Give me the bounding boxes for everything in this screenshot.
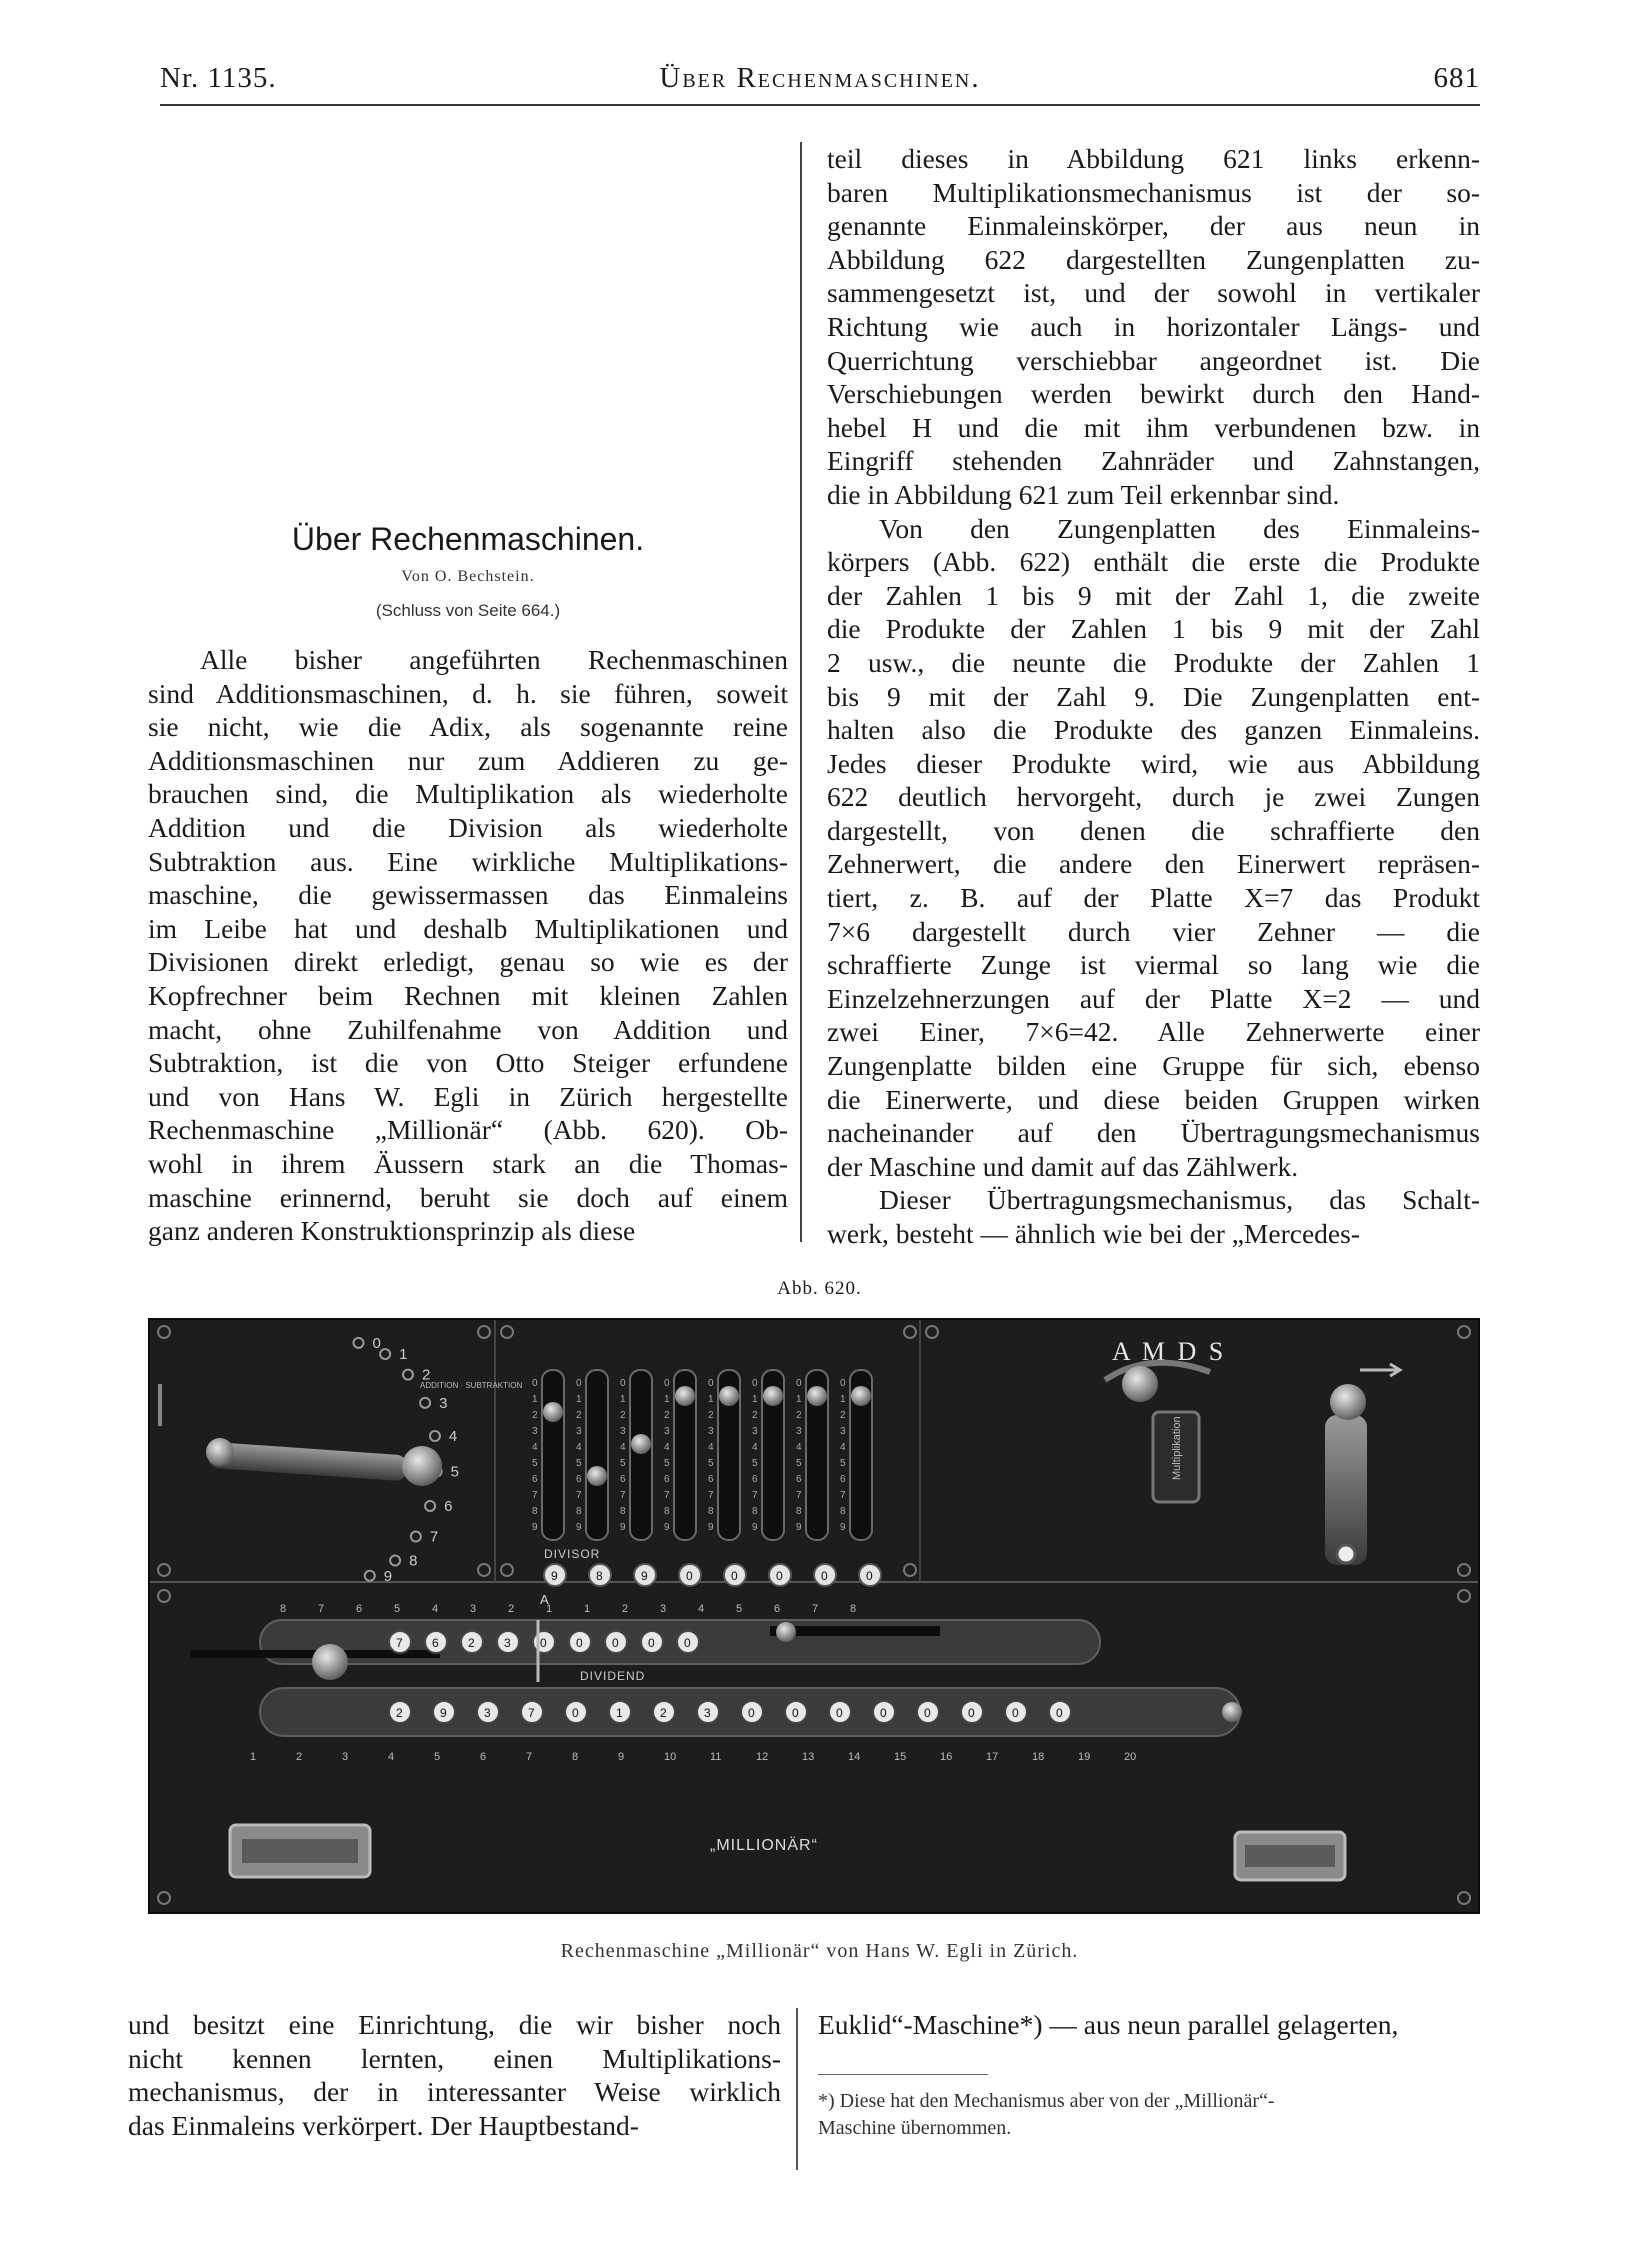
text-line: die Produkte der Zahlen 1 bis 9 mit der Zahl: [827, 613, 1480, 645]
svg-text:19: 19: [1078, 1751, 1091, 1763]
svg-text:7: 7: [796, 1490, 802, 1501]
svg-text:5: 5: [576, 1458, 582, 1469]
divisor-slider-knob: [675, 1386, 695, 1406]
svg-text:7: 7: [664, 1490, 670, 1501]
svg-text:A: A: [540, 1592, 549, 1607]
svg-text:7: 7: [532, 1490, 538, 1501]
multiplication-label: Multiplikation: [1171, 1416, 1183, 1480]
svg-text:5: 5: [840, 1458, 846, 1469]
svg-text:5: 5: [620, 1458, 626, 1469]
svg-text:2: 2: [660, 1706, 667, 1720]
text-line: halten also die Produkte des ganzen Einmaleins.: [827, 714, 1480, 746]
text-line: Verschiebungen werden bewirkt durch den Hand-: [827, 378, 1480, 410]
svg-text:1: 1: [546, 1603, 553, 1615]
svg-text:12: 12: [756, 1751, 769, 1763]
dial-digit: 3: [439, 1394, 448, 1412]
svg-text:6: 6: [774, 1603, 781, 1615]
text-line: Divisionen direkt erledigt, genau so wie es der: [148, 946, 788, 978]
divisor-slider-knob: [719, 1386, 739, 1406]
svg-text:7: 7: [526, 1751, 533, 1763]
column-divider-bottom: [796, 2008, 798, 2170]
svg-text:0: 0: [836, 1706, 843, 1720]
svg-text:6: 6: [480, 1751, 487, 1763]
svg-text:3: 3: [664, 1426, 670, 1437]
svg-text:3: 3: [342, 1751, 349, 1763]
svg-text:9: 9: [551, 1569, 558, 1583]
dial-digit: 6: [444, 1497, 453, 1515]
dial-digit: 5: [450, 1463, 459, 1481]
svg-text:1: 1: [664, 1394, 670, 1405]
svg-text:6: 6: [752, 1474, 758, 1485]
svg-text:6: 6: [796, 1474, 802, 1485]
svg-text:8: 8: [708, 1506, 714, 1517]
svg-text:9: 9: [664, 1522, 670, 1533]
column-divider: [800, 142, 802, 1242]
divisor-slider-knob: [631, 1434, 651, 1454]
svg-text:5: 5: [532, 1458, 538, 1469]
svg-text:11: 11: [710, 1751, 722, 1763]
text-line: der Maschine und damit auf das Zählwerk.: [827, 1150, 1299, 1182]
text-line: das Einmaleins verkörpert. Der Hauptbestand-: [128, 2109, 639, 2141]
svg-text:9: 9: [532, 1522, 538, 1533]
text-line: und von Hans W. Egli in Zürich hergestellte: [148, 1080, 788, 1112]
svg-text:14: 14: [848, 1751, 861, 1763]
svg-text:6: 6: [664, 1474, 670, 1485]
svg-text:0: 0: [576, 1378, 582, 1389]
text-line: Einzelzehnerzungen auf der Platte X=2 — und: [827, 982, 1480, 1014]
footnote: [818, 2088, 1468, 2142]
svg-text:1: 1: [532, 1394, 538, 1405]
svg-text:0: 0: [532, 1378, 538, 1389]
divisor-label: DIVISOR: [544, 1547, 601, 1561]
text-line: im Leibe hat und deshalb Multiplikationen und: [148, 912, 788, 944]
svg-text:3: 3: [660, 1603, 667, 1615]
svg-text:5: 5: [664, 1458, 670, 1469]
text-line: wohl in ihrem Äussern stark an die Thomas-: [148, 1147, 788, 1179]
svg-text:13: 13: [802, 1751, 815, 1763]
svg-text:9: 9: [752, 1522, 758, 1533]
svg-text:2: 2: [708, 1410, 714, 1421]
svg-text:6: 6: [840, 1474, 846, 1485]
text-line: baren Multiplikationsmechanismus ist der so-: [827, 176, 1480, 208]
text-line: nicht kennen lernten, einen Multiplikations-: [128, 2042, 781, 2074]
text-line: werk, besteht — ähnlich wie bei der „Mercedes-: [827, 1218, 1360, 1249]
text-line: Additionsmaschinen nur zum Addieren zu ge-: [148, 744, 788, 776]
text-line: mechanismus, der in interessanter Weise wirklich: [128, 2076, 781, 2108]
divisor-slider-knob: [587, 1466, 607, 1486]
dividend-label: DIVIDEND: [580, 1669, 646, 1683]
text-line: die in Abbildung 621 zum Teil erkennbar sind.: [827, 478, 1340, 510]
svg-text:0: 0: [648, 1636, 655, 1650]
crank-handle: [1325, 1415, 1367, 1565]
text-line: 7×6 dargestellt durch vier Zehner — die: [827, 915, 1480, 947]
text-line: der Zahlen 1 bis 9 mit der Zahl 1, die zweite: [827, 579, 1480, 611]
svg-text:8: 8: [664, 1506, 670, 1517]
svg-text:8: 8: [572, 1751, 579, 1763]
svg-text:3: 3: [704, 1706, 711, 1720]
svg-text:2: 2: [468, 1636, 475, 1650]
svg-text:8: 8: [532, 1506, 538, 1517]
svg-text:0: 0: [708, 1378, 714, 1389]
svg-text:6: 6: [356, 1603, 363, 1615]
machine-name-plate: „MILLIONÄR“: [710, 1837, 818, 1854]
text-line: macht, ohne Zuhilfenahme von Addition und: [148, 1013, 788, 1045]
text-line: Alle bisher angeführten Rechenmaschinen: [200, 644, 788, 675]
text-line: die Einerwerte, und diese beiden Gruppen wirken: [827, 1083, 1480, 1115]
svg-text:2: 2: [840, 1410, 846, 1421]
svg-text:9: 9: [641, 1569, 648, 1583]
text-line: brauchen sind, die Multiplikation als wiederholte: [148, 778, 788, 810]
divisor-slider-knob: [763, 1386, 783, 1406]
divisor-slider-knob: [807, 1386, 827, 1406]
text-line: körpers (Abb. 622) enthält die erste die Produkte: [827, 546, 1480, 578]
svg-text:1: 1: [584, 1603, 591, 1615]
text-line: Subtraktion, ist die von Otto Steiger erfundene: [148, 1047, 788, 1079]
svg-text:2: 2: [296, 1751, 303, 1763]
svg-text:8: 8: [576, 1506, 582, 1517]
svg-text:7: 7: [752, 1490, 758, 1501]
text-line: tiert, z. B. auf der Platte X=7 das Produkt: [827, 882, 1480, 914]
svg-text:0: 0: [1012, 1706, 1019, 1720]
svg-text:9: 9: [708, 1522, 714, 1533]
text-line: hebel H und die mit ihm verbundenen bzw. in: [827, 411, 1480, 443]
svg-text:2: 2: [532, 1410, 538, 1421]
left-column-top: [148, 643, 788, 1248]
svg-text:9: 9: [840, 1522, 846, 1533]
text-line: Von den Zungenplatten des Einmaleins-: [879, 512, 1480, 544]
addition-subtraction-label: ADDITION · SUBTRAKTION: [420, 1381, 523, 1390]
svg-text:3: 3: [796, 1426, 802, 1437]
svg-text:4: 4: [698, 1603, 705, 1615]
text-line: zwei Einer, 7×6=42. Alle Zehnerwerte einer: [827, 1016, 1480, 1048]
svg-text:6: 6: [432, 1636, 439, 1650]
footnote-line: *) Diese hat den Mechanismus aber von der „Millionär“-: [818, 2090, 1275, 2112]
text-line: sie nicht, wie die Adix, als sogenannte reine: [148, 711, 788, 743]
svg-text:0: 0: [576, 1636, 583, 1650]
running-head: [160, 62, 1480, 102]
svg-text:8: 8: [620, 1506, 626, 1517]
svg-text:5: 5: [708, 1458, 714, 1469]
svg-text:9: 9: [618, 1751, 625, 1763]
text-line: 622 deutlich hervorgeht, durch je zwei Zungen: [827, 781, 1480, 813]
text-line: Euklid“-Maschine*) — aus neun parallel gelagerten,: [818, 2009, 1399, 2040]
svg-text:0: 0: [686, 1569, 693, 1583]
article-author: Von O. Bechstein.: [401, 568, 535, 585]
svg-text:8: 8: [840, 1506, 846, 1517]
mode-selector-knob: [1122, 1366, 1158, 1402]
carriage-knob: [312, 1644, 348, 1680]
svg-text:0: 0: [664, 1378, 670, 1389]
svg-text:1: 1: [708, 1394, 714, 1405]
svg-text:2: 2: [576, 1410, 582, 1421]
text-line: Richtung wie auch in horizontaler Längs- und: [827, 310, 1480, 342]
svg-text:0: 0: [540, 1636, 547, 1650]
svg-text:0: 0: [612, 1636, 619, 1650]
svg-text:4: 4: [532, 1442, 538, 1453]
right-column-top: [827, 142, 1480, 1251]
dial-digit: 8: [409, 1552, 418, 1570]
svg-text:4: 4: [708, 1442, 714, 1453]
dial-digit: 0: [372, 1334, 381, 1352]
svg-text:6: 6: [532, 1474, 538, 1485]
svg-text:6: 6: [576, 1474, 582, 1485]
svg-text:0: 0: [792, 1706, 799, 1720]
svg-text:2: 2: [622, 1603, 629, 1615]
text-line: Jedes dieser Produkte wird, wie aus Abbildung: [827, 747, 1480, 779]
divisor-slider-knob: [543, 1402, 563, 1422]
svg-text:0: 0: [748, 1706, 755, 1720]
divisor-slot: [630, 1370, 652, 1540]
text-line: sind Additionsmaschinen, d. h. sie führen, soweit: [148, 677, 788, 709]
svg-text:4: 4: [620, 1442, 626, 1453]
svg-text:4: 4: [796, 1442, 802, 1453]
svg-text:7: 7: [396, 1636, 403, 1650]
svg-text:1: 1: [250, 1751, 257, 1763]
left-slot: [158, 1384, 162, 1426]
svg-text:3: 3: [484, 1706, 491, 1720]
text-line: Zungenplatte bilden eine Gruppe für sich, ebenso: [827, 1050, 1480, 1082]
footnote-rule: [818, 2074, 988, 2075]
svg-text:1: 1: [620, 1394, 626, 1405]
text-line: und besitzt eine Einrichtung, die wir bisher noch: [128, 2009, 781, 2040]
svg-text:7: 7: [318, 1603, 325, 1615]
svg-text:0: 0: [620, 1378, 626, 1389]
svg-text:5: 5: [394, 1603, 401, 1615]
page-number: 681: [1433, 62, 1480, 94]
svg-text:0: 0: [731, 1569, 738, 1583]
article-title: Über Rechenmaschinen.: [291, 521, 645, 557]
footnote-line: Maschine übernommen.: [818, 2117, 1012, 2139]
figure-caption: Rechenmaschine „Millionär“ von Hans W. Egli in Zürich.: [560, 1940, 1079, 1962]
text-line: genannte Einmaleinskörper, der aus neun in: [827, 210, 1480, 242]
svg-text:4: 4: [752, 1442, 758, 1453]
svg-text:1: 1: [616, 1706, 623, 1720]
svg-text:5: 5: [736, 1603, 743, 1615]
svg-text:10: 10: [664, 1751, 677, 1763]
svg-text:2: 2: [620, 1410, 626, 1421]
text-line: bis 9 mit der Zahl 9. Die Zungenplatten ent-: [827, 680, 1480, 712]
lever-handle-knob: [402, 1446, 442, 1486]
svg-text:2: 2: [664, 1410, 670, 1421]
text-line: Rechenmaschine „Millionär“ (Abb. 620). Ob-: [148, 1114, 788, 1146]
svg-text:4: 4: [388, 1751, 395, 1763]
svg-text:3: 3: [576, 1426, 582, 1437]
text-line: schraffierte Zunge ist viermal so lang wie die: [827, 949, 1480, 981]
svg-text:0: 0: [821, 1569, 828, 1583]
divisor-slider-knob: [851, 1386, 871, 1406]
text-line: Zehnerwert, die andere den Einerwert repräsen-: [827, 848, 1480, 880]
divisor-slot: [586, 1370, 608, 1540]
svg-text:4: 4: [840, 1442, 846, 1453]
svg-text:0: 0: [924, 1706, 931, 1720]
svg-text:7: 7: [576, 1490, 582, 1501]
svg-text:18: 18: [1032, 1751, 1045, 1763]
text-line: Dieser Übertragungsmechanismus, das Schalt-: [879, 1184, 1480, 1216]
divisor-slot: [542, 1370, 564, 1540]
svg-text:20: 20: [1124, 1751, 1137, 1763]
svg-text:4: 4: [432, 1603, 439, 1615]
svg-text:7: 7: [708, 1490, 714, 1501]
text-line: teil dieses in Abbildung 621 links erkenn-: [827, 143, 1480, 174]
svg-text:6: 6: [708, 1474, 714, 1485]
svg-text:0: 0: [752, 1378, 758, 1389]
svg-text:17: 17: [986, 1751, 999, 1763]
svg-text:8: 8: [796, 1506, 802, 1517]
svg-text:7: 7: [812, 1603, 819, 1615]
svg-text:6: 6: [620, 1474, 626, 1485]
svg-text:9: 9: [620, 1522, 626, 1533]
svg-text:0: 0: [796, 1378, 802, 1389]
svg-text:3: 3: [620, 1426, 626, 1437]
svg-text:2: 2: [396, 1706, 403, 1720]
right-column-bottom: [818, 2008, 1468, 2042]
dial-digit: 4: [448, 1428, 458, 1446]
running-title: Über Rechenmaschinen.: [659, 62, 981, 94]
svg-text:0: 0: [866, 1569, 873, 1583]
svg-text:1: 1: [796, 1394, 802, 1405]
svg-text:3: 3: [532, 1426, 538, 1437]
svg-text:3: 3: [470, 1603, 477, 1615]
svg-text:0: 0: [968, 1706, 975, 1720]
svg-text:3: 3: [840, 1426, 846, 1437]
svg-text:5: 5: [434, 1751, 441, 1763]
svg-text:7: 7: [528, 1706, 535, 1720]
text-line: ganz anderen Konstruktionsprinzip als diese: [148, 1215, 636, 1247]
mode-letters: A M D S: [1112, 1337, 1227, 1366]
text-line: sammengesetzt ist, und der sowohl in vertikaler: [827, 277, 1480, 309]
svg-text:5: 5: [752, 1458, 758, 1469]
text-line: Subtraktion aus. Eine wirkliche Multiplikations-: [148, 845, 788, 877]
svg-text:2: 2: [796, 1410, 802, 1421]
svg-text:2: 2: [752, 1410, 758, 1421]
text-line: Addition und die Division als wiederholte: [148, 811, 788, 843]
dial-digit: 9: [383, 1567, 393, 1585]
svg-text:5: 5: [796, 1458, 802, 1469]
svg-text:1: 1: [840, 1394, 846, 1405]
svg-text:8: 8: [850, 1603, 857, 1615]
dial-digit: 7: [429, 1528, 439, 1546]
svg-text:15: 15: [894, 1751, 907, 1763]
text-line: dargestellt, von denen die schraffierte den: [827, 814, 1480, 846]
text-line: Querrichtung verschiebbar angeordnet ist. Die: [827, 344, 1480, 376]
svg-text:3: 3: [708, 1426, 714, 1437]
svg-text:2: 2: [508, 1603, 515, 1615]
svg-text:0: 0: [572, 1706, 579, 1720]
text-line: maschine, die gewissermassen das Einmaleins: [148, 879, 788, 911]
svg-text:9: 9: [576, 1522, 582, 1533]
svg-text:4: 4: [576, 1442, 582, 1453]
header-rule: [160, 104, 1480, 106]
svg-text:3: 3: [752, 1426, 758, 1437]
svg-text:8: 8: [752, 1506, 758, 1517]
svg-text:0: 0: [684, 1636, 691, 1650]
svg-text:7: 7: [840, 1490, 846, 1501]
text-line: Eingriff stehenden Zahnräder und Zahnstangen,: [827, 445, 1480, 477]
dial-digit: 1: [399, 1346, 408, 1364]
svg-text:0: 0: [840, 1378, 846, 1389]
text-line: 2 usw., die neunte die Produkte der Zahlen 1: [827, 646, 1480, 678]
svg-text:16: 16: [940, 1751, 953, 1763]
svg-text:9: 9: [796, 1522, 802, 1533]
dial-digit: 2: [421, 1366, 431, 1384]
figure-millionaer-machine: [148, 1318, 1480, 1914]
left-column-bottom: [128, 2008, 781, 2142]
journal-issue-number: Nr. 1135.: [160, 62, 277, 94]
text-line: Kopfrechner beim Rechnen mit kleinen Zahlen: [148, 979, 788, 1011]
svg-text:1: 1: [576, 1394, 582, 1405]
machine-illustration: [150, 1320, 1478, 1912]
svg-text:1: 1: [752, 1394, 758, 1405]
svg-text:0: 0: [1056, 1706, 1063, 1720]
svg-text:0: 0: [776, 1569, 783, 1583]
svg-text:0: 0: [880, 1706, 887, 1720]
svg-text:9: 9: [440, 1706, 447, 1720]
text-line: Abbildung 622 dargestellten Zungenplatten zu-: [827, 243, 1480, 275]
svg-text:7: 7: [620, 1490, 626, 1501]
text-line: maschine erinnernd, beruht sie doch auf einem: [148, 1181, 788, 1213]
figure-label: Abb. 620.: [777, 1278, 862, 1299]
svg-text:4: 4: [664, 1442, 670, 1453]
svg-text:8: 8: [280, 1603, 287, 1615]
lever-pivot-knob: [206, 1438, 234, 1466]
svg-text:3: 3: [504, 1636, 511, 1650]
svg-text:8: 8: [596, 1569, 603, 1583]
text-line: nacheinander auf den Übertragungsmechanismus: [827, 1117, 1480, 1149]
crank-top-knob: [1330, 1384, 1366, 1420]
article-continuation-note: (Schluss von Seite 664.): [375, 601, 561, 620]
